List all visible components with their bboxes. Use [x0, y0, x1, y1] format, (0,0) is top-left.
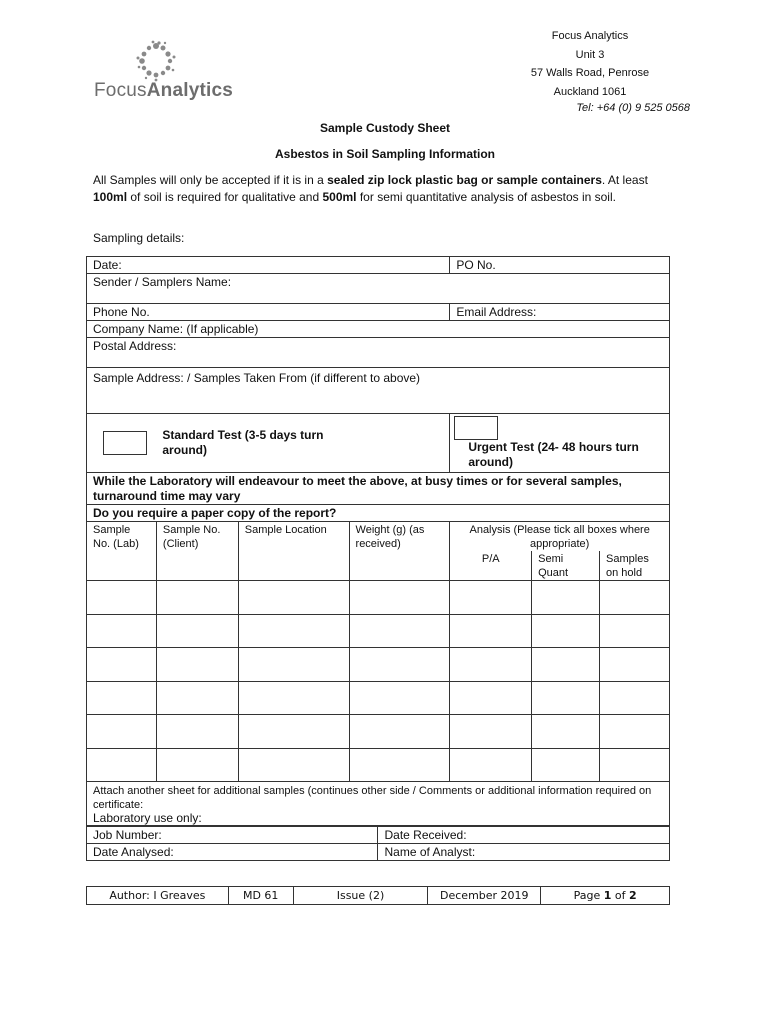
phone-field[interactable]: Phone No. [87, 304, 450, 321]
sample-address-field[interactable]: Sample Address: / Samples Taken From (if different to above) [87, 368, 670, 414]
paper-copy-question[interactable]: Do you require a paper copy of the report? [87, 505, 670, 522]
additional-info-field[interactable]: Attach another sheet for additional samples (continues other side / Comments or additional information required on certificate: [87, 782, 670, 826]
col-weight: Weight (g) (as received) [349, 522, 450, 581]
company-address [490, 27, 690, 118]
table-cell[interactable] [600, 682, 670, 715]
table-cell[interactable] [450, 682, 532, 715]
page-title: Sample Custody Sheet [319, 121, 451, 135]
table-cell[interactable] [156, 682, 238, 715]
subcol-samples-on-hold: Samples on hold [600, 551, 670, 581]
company-name-field[interactable]: Company Name: (If applicable) [87, 321, 670, 338]
page-current: 1 [603, 889, 612, 902]
table-cell[interactable] [156, 715, 238, 749]
table-cell[interactable] [238, 648, 349, 682]
table-cell[interactable] [349, 615, 450, 648]
table-row [87, 648, 670, 682]
table-cell[interactable] [532, 682, 600, 715]
table-cell[interactable] [600, 648, 670, 682]
table-cell[interactable] [87, 749, 157, 782]
table-cell[interactable] [532, 648, 600, 682]
table-cell[interactable] [450, 715, 532, 749]
table-cell[interactable] [87, 715, 157, 749]
sender-name-field[interactable]: Sender / Samplers Name: [87, 274, 670, 304]
address-street: 57 Walls Road, Penrose [530, 67, 650, 79]
logo-text-bold: Analytics [146, 80, 234, 101]
table-cell[interactable] [532, 715, 600, 749]
page-subtitle: Asbestos in Soil Sampling Information [274, 147, 496, 161]
table-row [87, 581, 670, 615]
intro-bold-3: 500ml [322, 190, 357, 204]
subcol-pa: P/A [450, 551, 532, 581]
logo-text-light: Focus [94, 80, 147, 101]
table-cell[interactable] [450, 615, 532, 648]
page-of: of [611, 889, 629, 902]
analyst-name-field[interactable]: Name of Analyst: [378, 844, 670, 861]
intro-paragraph [93, 172, 673, 206]
job-number-field[interactable]: Job Number: [87, 827, 378, 844]
table-row [87, 615, 670, 648]
sampling-details-form [86, 256, 670, 826]
intro-text-1: All Samples will only be accepted if it is in a [93, 173, 328, 187]
standard-test-checkbox[interactable] [103, 431, 147, 455]
table-cell[interactable] [532, 749, 600, 782]
footer-author: Author: I Greaves [87, 887, 229, 905]
table-cell[interactable] [87, 615, 157, 648]
table-cell[interactable] [87, 581, 157, 615]
table-cell[interactable] [450, 581, 532, 615]
footer-page-number [541, 887, 670, 905]
date-field[interactable]: Date: [87, 257, 450, 274]
email-field[interactable]: Email Address: [450, 304, 670, 321]
table-cell[interactable] [532, 581, 600, 615]
table-cell[interactable] [450, 648, 532, 682]
date-received-field[interactable]: Date Received: [378, 827, 670, 844]
table-cell[interactable] [600, 715, 670, 749]
urgent-test-option[interactable] [450, 414, 670, 473]
table-cell[interactable] [450, 749, 532, 782]
table-cell[interactable] [238, 581, 349, 615]
date-analysed-field[interactable]: Date Analysed: [87, 844, 378, 861]
table-cell[interactable] [156, 749, 238, 782]
postal-address-field[interactable]: Postal Address: [87, 338, 670, 368]
table-row [87, 749, 670, 782]
turnaround-notice: While the Laboratory will endeavour to meet the above, at busy times or for several samples, turnaround time may vary [87, 473, 670, 505]
table-cell[interactable] [349, 749, 450, 782]
table-cell[interactable] [349, 715, 450, 749]
intro-text-2: . At least [601, 173, 648, 187]
footer-doc-number: MD 61 [228, 887, 293, 905]
footer-date: December 2019 [428, 887, 541, 905]
table-row [87, 682, 670, 715]
logo-wordmark [94, 80, 233, 102]
table-cell[interactable] [238, 682, 349, 715]
address-city: Auckland 1061 [553, 85, 627, 98]
table-cell[interactable] [156, 648, 238, 682]
address-company: Focus Analytics [551, 30, 629, 42]
sampling-details-label: Sampling details: [93, 231, 185, 245]
col-sample-location: Sample Location [238, 522, 349, 581]
table-row [87, 715, 670, 749]
table-cell[interactable] [349, 581, 450, 615]
address-unit: Unit 3 [575, 48, 605, 61]
focus-analytics-logo-icon [130, 40, 182, 84]
address-tel: Tel: +64 (0) 9 525 0568 [576, 102, 690, 114]
table-cell[interactable] [600, 749, 670, 782]
page-prefix: Page [573, 889, 604, 902]
table-cell[interactable] [600, 581, 670, 615]
table-cell[interactable] [87, 682, 157, 715]
subcol-semi-quant: Semi Quant [532, 551, 600, 581]
standard-test-option[interactable] [87, 414, 450, 473]
table-cell[interactable] [349, 648, 450, 682]
table-cell[interactable] [532, 615, 600, 648]
intro-text-3: of soil is required for qualitative and [127, 190, 323, 204]
table-cell[interactable] [600, 615, 670, 648]
table-cell[interactable] [238, 749, 349, 782]
urgent-test-label: Urgent Test (24- 48 hours turn around) [468, 440, 639, 469]
table-cell[interactable] [156, 581, 238, 615]
lab-use-heading: Laboratory use only: [93, 811, 202, 825]
standard-test-label: Standard Test (3-5 days turn around) [162, 428, 324, 457]
intro-bold-1: sealed zip lock plastic bag or sample containers [327, 173, 602, 187]
lab-use-table [86, 826, 670, 861]
col-sample-no-client: Sample No. (Client) [156, 522, 238, 581]
page-total: 2 [628, 889, 637, 902]
po-number-field[interactable]: PO No. [450, 257, 670, 274]
intro-bold-2: 100ml [93, 190, 128, 204]
table-cell[interactable] [156, 615, 238, 648]
intro-text-4: for semi quantitative analysis of asbestos in soil. [356, 190, 616, 204]
col-sample-no-lab: Sample No. (Lab) [87, 522, 157, 581]
col-analysis: Analysis (Please tick all boxes where appropriate) [450, 522, 670, 552]
table-cell[interactable] [87, 648, 157, 682]
document-footer [86, 886, 670, 905]
table-cell[interactable] [238, 715, 349, 749]
table-cell[interactable] [238, 615, 349, 648]
footer-issue: Issue (2) [293, 887, 428, 905]
urgent-test-checkbox[interactable] [454, 416, 498, 440]
table-cell[interactable] [349, 682, 450, 715]
